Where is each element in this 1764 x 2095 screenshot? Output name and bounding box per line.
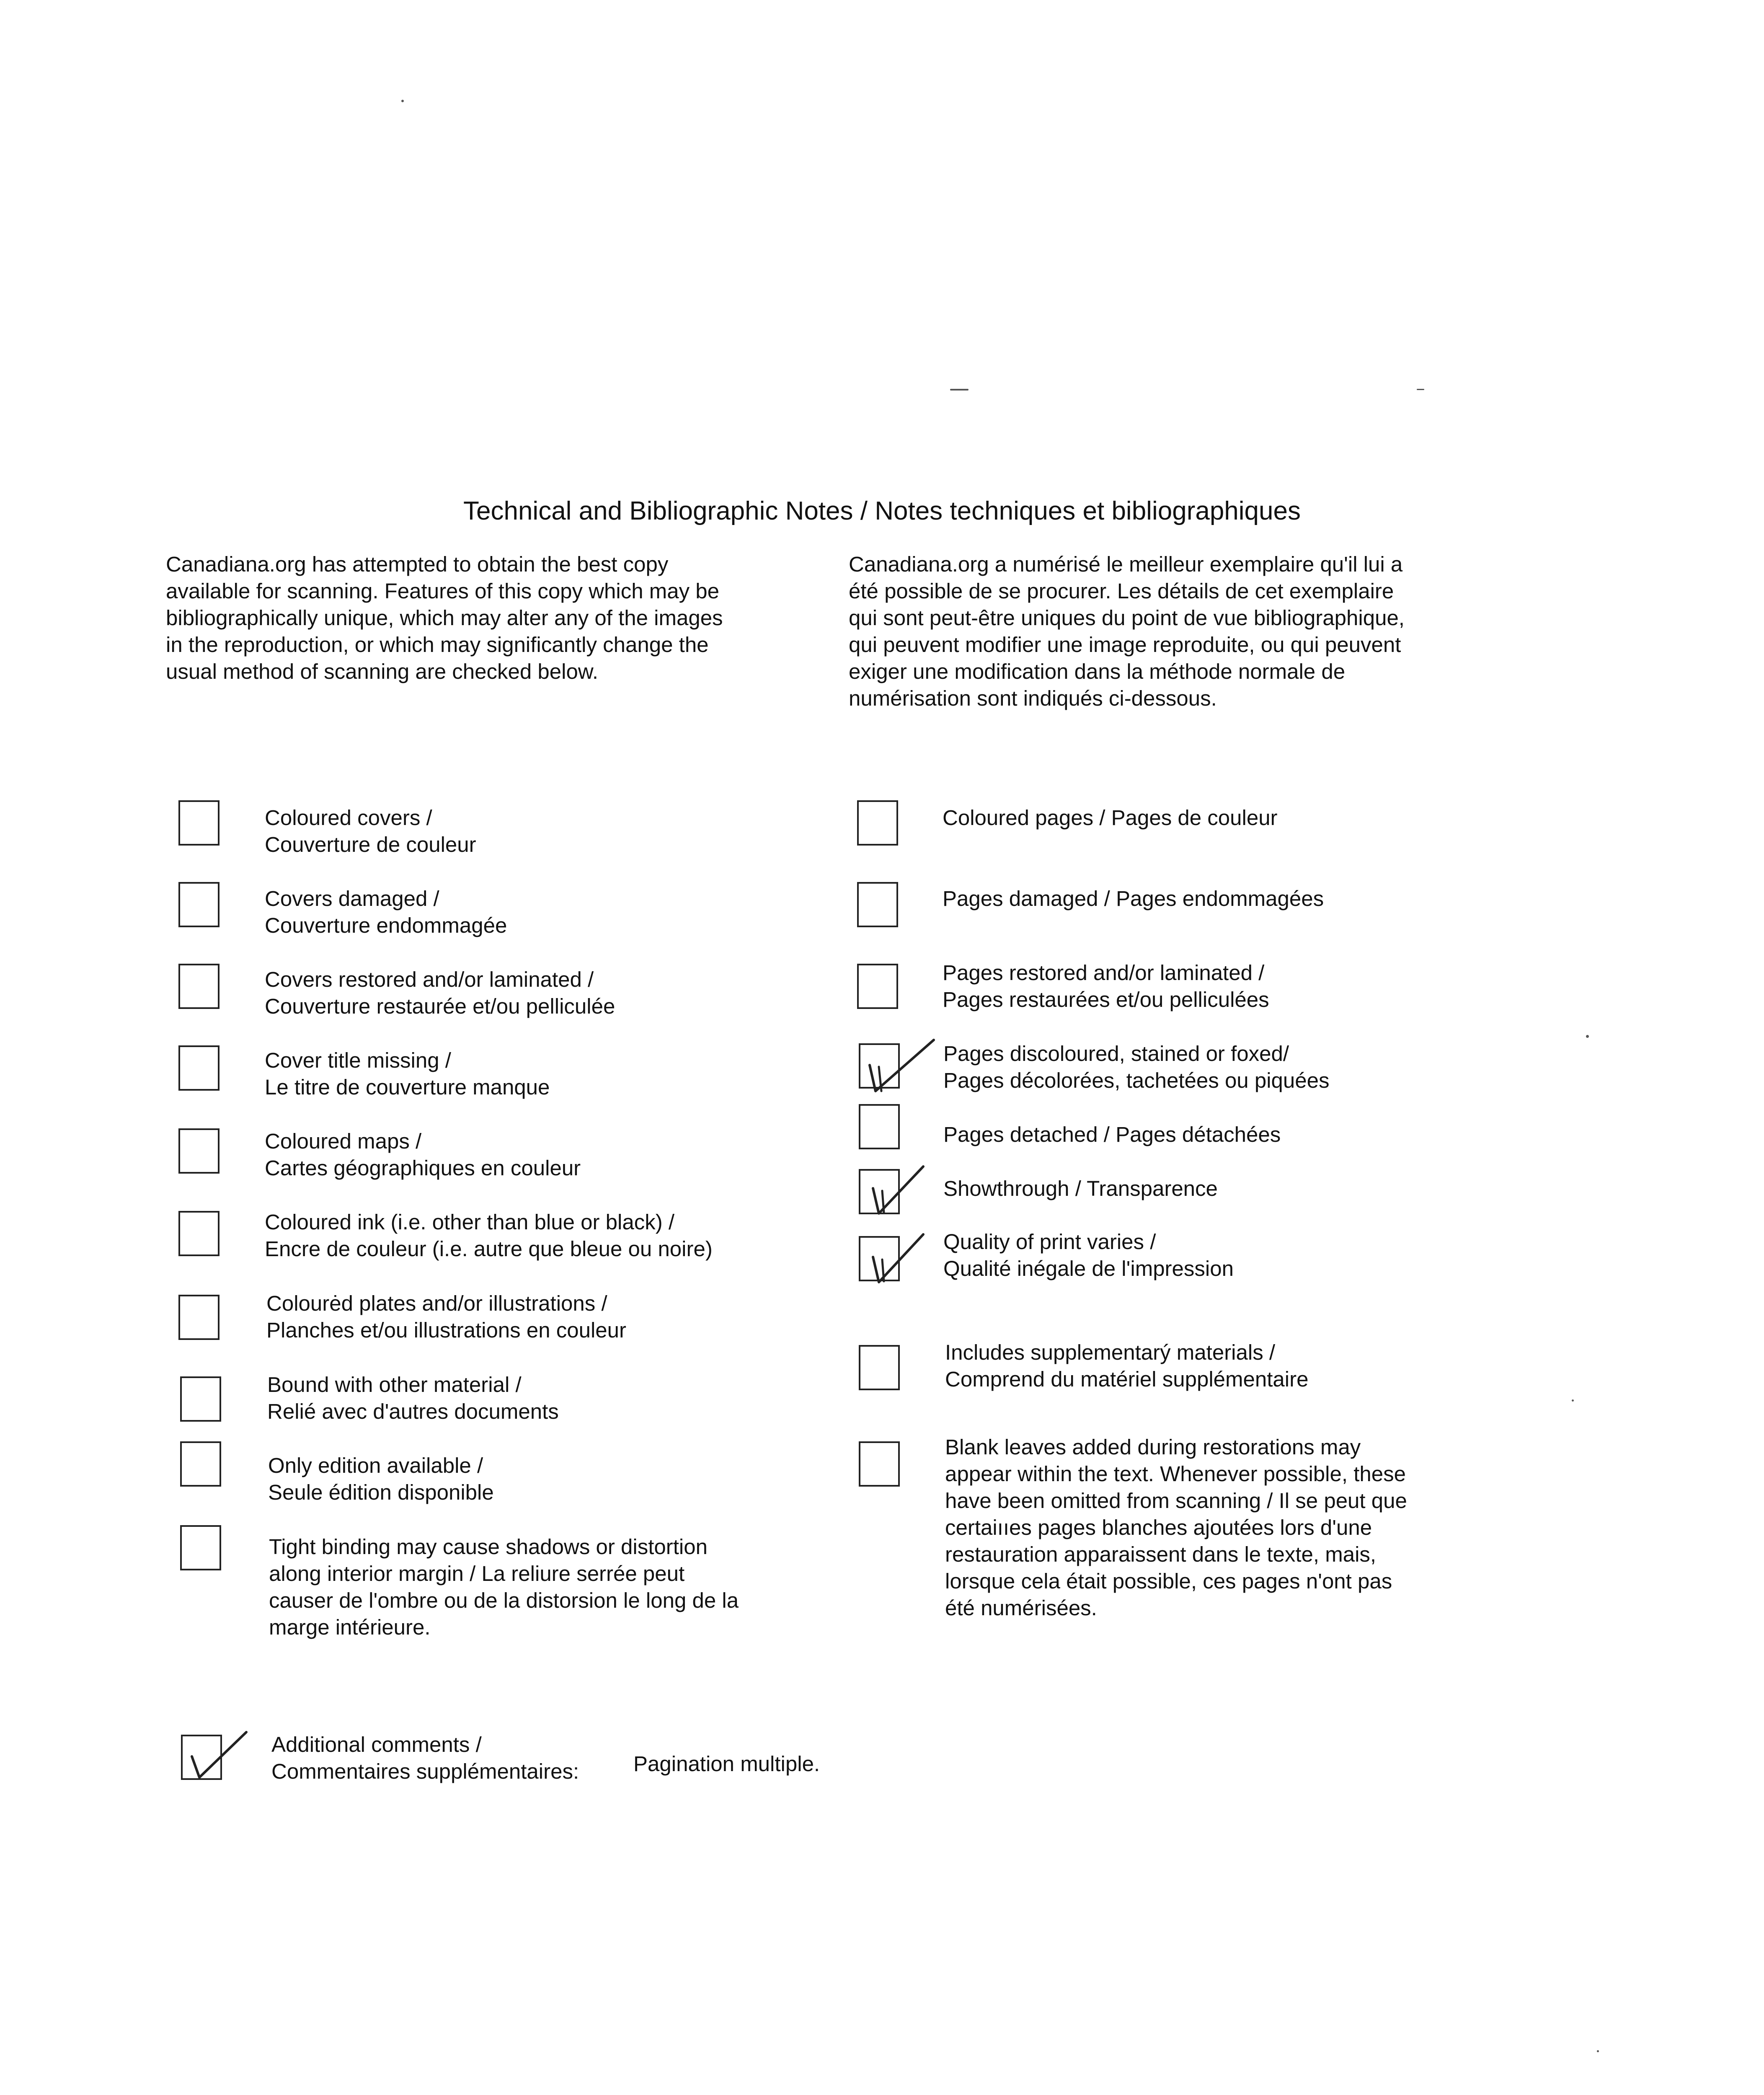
page-title: Technical and Bibliographic Notes / Notes techniques et bibliographiques [463, 497, 1301, 525]
intro-french: Canadiana.org a numérisé le meilleur exemplaire qu'il lui a été possible de se procurer. Les détails de cet exemplaire qui sont peut-être uniques du point de vue bibliographique, qui peuvent modifier une image reproduite, ou qui peuvent exiger une modification dans la méthode normale de numérisation sont indiqués ci-dessous. [849, 552, 1405, 710]
label-coloured-maps: Coloured maps / Cartes géographiques en couleur [265, 1129, 581, 1180]
label-coloured-pages: Coloured pages / Pages de couleur [943, 806, 1278, 830]
label-covers-restored: Covers restored and/or laminated / Couverture restaurée et/ou pelliculée [265, 967, 615, 1018]
label-pages-detached: Pages detached / Pages détachées [943, 1123, 1281, 1146]
comments-value: Pagination multiple. [633, 1752, 820, 1776]
checkbox-coloured-covers[interactable] [178, 800, 220, 846]
label-additional-comments: Additional comments / Commentaires supplémentaires: [271, 1733, 579, 1783]
checkbox-coloured-plates[interactable] [178, 1295, 220, 1340]
checkbox-quality-print[interactable] [859, 1236, 900, 1281]
label-cover-title-missing: Cover title missing / Le titre de couverture manque [265, 1048, 550, 1099]
label-supplementary-materials: Includes supplementarý materials / Comprend du matériel supplémentaire [945, 1340, 1309, 1391]
label-tight-binding: Tight binding may cause shadows or distortion along interior margin / La reliure serrée peut causer de l'ombre ou de la distorsion le long de la marge intérieure. [269, 1535, 739, 1639]
checkbox-tight-binding[interactable] [180, 1525, 221, 1570]
checkbox-pages-discoloured[interactable] [859, 1043, 900, 1089]
label-pages-restored: Pages restored and/or laminated / Pages restaurées et/ou pelliculées [943, 961, 1269, 1011]
label-quality-print: Quality of print varies / Qualité inégale de l'impression [943, 1230, 1234, 1280]
checkmark-icon [860, 1032, 936, 1099]
checkbox-showthrough[interactable] [859, 1169, 900, 1214]
checkmark-icon [860, 1225, 927, 1288]
checkmark-icon [183, 1724, 250, 1787]
label-blank-leaves: Blank leaves added during restorations may appear within the text. Whenever possible, these have been omitted from scanning / Il se peut que certaiııes pages blanches ajoutées lors d'une restauration apparaissent dans le texte, mais, lorsque cela était possible, ces pages n'ont pas été numérisées. [945, 1435, 1407, 1620]
checkbox-supplementary-materials[interactable] [859, 1345, 900, 1390]
label-coloured-plates: Colourėd plates and/or illustrations / Planches et/ou illustrations en couleur [266, 1291, 627, 1342]
scan-speck [1586, 1035, 1589, 1038]
checkbox-pages-detached[interactable] [859, 1104, 900, 1149]
label-only-edition: Only edition available / Seule édition disponible [268, 1454, 494, 1504]
scan-speck [1417, 389, 1424, 390]
label-bound-with-other: Bound with other material / Relié avec d'autres documents [267, 1373, 559, 1423]
checkbox-only-edition[interactable] [180, 1441, 221, 1487]
scan-speck [1572, 1399, 1574, 1402]
checkbox-coloured-pages[interactable] [857, 800, 898, 846]
label-covers-damaged: Covers damaged / Couverture endommagée [265, 887, 507, 937]
scan-speck [401, 100, 404, 102]
label-showthrough: Showthrough / Transparence [943, 1177, 1218, 1200]
checkbox-pages-damaged[interactable] [857, 882, 898, 927]
label-pages-damaged: Pages damaged / Pages endommagées [943, 887, 1324, 910]
checkbox-cover-title-missing[interactable] [178, 1045, 220, 1091]
label-coloured-ink: Coloured ink (i.e. other than blue or black) / Encre de couleur (i.e. autre que bleue ou noire) [265, 1210, 713, 1261]
checkbox-coloured-ink[interactable] [178, 1211, 220, 1256]
label-pages-discoloured: Pages discoloured, stained or foxed/ Pages décolorées, tachetées ou piquées [943, 1042, 1330, 1092]
checkbox-bound-with-other[interactable] [180, 1376, 221, 1422]
checkbox-covers-damaged[interactable] [178, 882, 220, 927]
scan-speck [950, 389, 969, 391]
checkbox-additional-comments[interactable] [181, 1735, 222, 1780]
scan-speck [1597, 2050, 1599, 2052]
checkbox-coloured-maps[interactable] [178, 1128, 220, 1174]
label-coloured-covers: Coloured covers / Couverture de couleur [265, 806, 476, 856]
checkbox-pages-restored[interactable] [857, 964, 898, 1009]
checkmark-icon [860, 1158, 927, 1221]
checkbox-blank-leaves[interactable] [859, 1441, 900, 1487]
checkbox-covers-restored[interactable] [178, 964, 220, 1009]
intro-english: Canadiana.org has attempted to obtain the best copy available for scanning. Features of this copy which may be bibliographically unique, which may alter any of the images in the reproduction, or which may significantly change the usual method of scanning are checked below. [166, 552, 723, 683]
